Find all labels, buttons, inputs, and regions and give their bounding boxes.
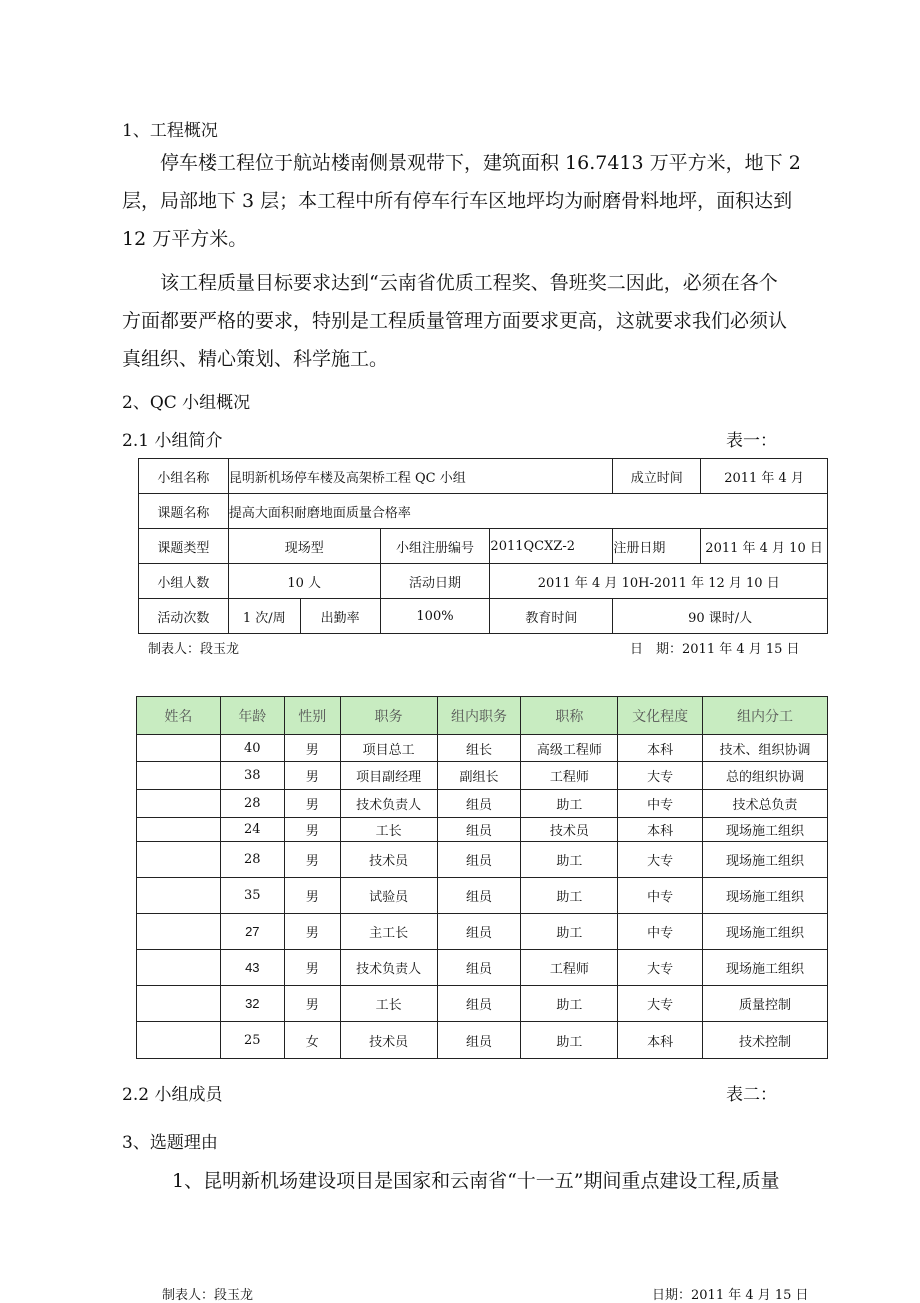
table-cell: 工程师 (521, 950, 618, 986)
table-row (137, 735, 828, 762)
table-cell: 大专 (618, 986, 703, 1022)
table-cell: 试验员 (340, 878, 437, 914)
table-cell: 现场施工组织 (703, 950, 828, 986)
table-cell: 技术员 (340, 842, 437, 878)
table-cell: 27 (220, 914, 284, 950)
label-cell: 教育时间 (490, 599, 613, 634)
value-cell: 昆明新机场停车楼及高架桥工程 QC 小组 (228, 459, 612, 494)
table-row (137, 842, 828, 878)
table-cell: 本科 (618, 735, 703, 762)
table-cell: 男 (284, 790, 340, 818)
table-cell (137, 790, 221, 818)
table-cell: 大专 (618, 842, 703, 878)
table-cell: 男 (284, 878, 340, 914)
value-cell: 100% (380, 599, 490, 634)
table-cell: 女 (284, 1022, 340, 1059)
group-intro-table (138, 458, 828, 634)
table-row (139, 599, 828, 634)
table-cell: 28 (220, 790, 284, 818)
column-header: 文化程度 (618, 697, 703, 735)
label-cell: 注册日期 (613, 529, 701, 564)
table-cell: 项目总工 (340, 735, 437, 762)
table-cell: 现场施工组织 (703, 914, 828, 950)
table-cell: 技术控制 (703, 1022, 828, 1059)
table-cell: 现场施工组织 (703, 842, 828, 878)
table-cell: 主工长 (340, 914, 437, 950)
label-cell: 活动次数 (139, 599, 229, 634)
table-cell: 组员 (437, 818, 521, 842)
paragraph-line: 方面都要严格的要求，特别是工程质量管理方面要求更高，这就要求我们必须认 (122, 310, 788, 332)
table-cell: 总的组织协调 (703, 762, 828, 790)
intro-table-date: 日 期：2011 年 4 月 15 日 (630, 642, 800, 657)
value-cell: 1 次/周 (228, 599, 300, 634)
table-1-number: 表一： (726, 431, 777, 451)
table-cell: 男 (284, 762, 340, 790)
paragraph-line: 真组织、精心策划、科学施工。 (122, 348, 389, 370)
table-row (137, 790, 828, 818)
table-cell: 本科 (618, 818, 703, 842)
table-cell: 35 (220, 878, 284, 914)
table-cell: 组员 (437, 986, 521, 1022)
table-row (137, 1022, 828, 1059)
label-cell: 小组注册编号 (380, 529, 490, 564)
table-cell: 中专 (618, 878, 703, 914)
table-cell: 大专 (618, 762, 703, 790)
table-cell: 现场施工组织 (703, 818, 828, 842)
section-2-heading: 2、QC 小组概况 (122, 393, 251, 413)
value-cell: 2011QCXZ-2 (490, 529, 613, 564)
table-cell (137, 950, 221, 986)
section-2-1-heading: 2.1 小组简介 (122, 431, 223, 451)
table-cell: 工长 (340, 986, 437, 1022)
section-1-paragraph-2 (122, 264, 834, 378)
table-cell: 男 (284, 842, 340, 878)
column-header: 职称 (521, 697, 618, 735)
table-cell: 助工 (521, 790, 618, 818)
table-row (137, 914, 828, 950)
table-row (137, 762, 828, 790)
paragraph-line: 停车楼工程位于航站楼南侧景观带下，建筑面积 16.7413 万平方米，地下 2 (160, 152, 801, 174)
table-cell: 中专 (618, 914, 703, 950)
label-cell: 出勤率 (300, 599, 380, 634)
table-cell: 助工 (521, 842, 618, 878)
table-cell: 现场施工组织 (703, 878, 828, 914)
section-3-paragraph-1: 1、昆明新机场建设项目是国家和云南省“十一五”期间重点建设工程,质量 (172, 1170, 780, 1192)
label-cell: 小组人数 (139, 564, 229, 599)
section-1-paragraph-1 (122, 144, 834, 258)
label-cell: 课题类型 (139, 529, 229, 564)
member-table (136, 696, 828, 1059)
table-cell (137, 1022, 221, 1059)
footer-date: 日期：2011 年 4 月 15 日 (652, 1288, 809, 1303)
table-cell: 组员 (437, 790, 521, 818)
table-cell (137, 842, 221, 878)
member-table-body (137, 735, 828, 1059)
section-2-2-heading: 2.2 小组成员 (122, 1085, 223, 1105)
table-cell: 助工 (521, 914, 618, 950)
label-cell: 小组名称 (139, 459, 229, 494)
table-cell: 40 (220, 735, 284, 762)
table-cell: 助工 (521, 878, 618, 914)
table-cell: 工程师 (521, 762, 618, 790)
table-cell: 组长 (437, 735, 521, 762)
value-cell: 2011 年 4 月 10 日 (701, 529, 828, 564)
table-cell: 中专 (618, 790, 703, 818)
table-cell (137, 735, 221, 762)
column-header: 姓名 (137, 697, 221, 735)
table-header-row (137, 697, 828, 735)
table-cell: 32 (220, 986, 284, 1022)
table-cell: 24 (220, 818, 284, 842)
table-cell: 技术、组织协调 (703, 735, 828, 762)
table-cell: 技术员 (521, 818, 618, 842)
table-cell: 男 (284, 735, 340, 762)
table-cell: 本科 (618, 1022, 703, 1059)
value-cell: 10 人 (228, 564, 380, 599)
footer-maker: 制表人：段玉龙 (162, 1288, 254, 1303)
table-cell: 项目副经理 (340, 762, 437, 790)
table-cell: 质量控制 (703, 986, 828, 1022)
table-row (137, 950, 828, 986)
table-cell: 43 (220, 950, 284, 986)
paragraph-line: 层，局部地下 3 层；本工程中所有停车行车区地坪均为耐磨骨料地坪，面积达到 (122, 190, 793, 212)
table-cell: 男 (284, 914, 340, 950)
table-cell: 组员 (437, 914, 521, 950)
intro-table-maker: 制表人：段玉龙 (148, 642, 240, 657)
section-3-heading: 3、选题理由 (122, 1133, 218, 1153)
table-cell: 技术负责人 (340, 790, 437, 818)
column-header: 年龄 (220, 697, 284, 735)
table-cell: 大专 (618, 950, 703, 986)
label-cell: 课题名称 (139, 494, 229, 529)
table-2-number: 表二： (726, 1085, 777, 1105)
table-row (137, 878, 828, 914)
column-header: 性别 (284, 697, 340, 735)
table-cell: 助工 (521, 986, 618, 1022)
section-1-heading: 1、工程概况 (122, 121, 218, 141)
table-row (139, 529, 828, 564)
value-cell: 90 课时/人 (613, 599, 828, 634)
table-cell: 男 (284, 986, 340, 1022)
paragraph-line: 该工程质量目标要求达到“云南省优质工程奖、鲁班奖二因此，必须在各个 (160, 272, 778, 294)
table-cell: 组员 (437, 950, 521, 986)
table-cell: 技术负责人 (340, 950, 437, 986)
table-cell: 25 (220, 1022, 284, 1059)
table-cell: 技术总负责 (703, 790, 828, 818)
table-cell: 组员 (437, 1022, 521, 1059)
table-cell: 高级工程师 (521, 735, 618, 762)
table-row (139, 459, 828, 494)
label-cell: 成立时间 (613, 459, 701, 494)
table-cell (137, 878, 221, 914)
table-row (137, 818, 828, 842)
table-cell: 工长 (340, 818, 437, 842)
column-header: 职务 (340, 697, 437, 735)
table-cell: 技术员 (340, 1022, 437, 1059)
column-header: 组内分工 (703, 697, 828, 735)
table-cell (137, 818, 221, 842)
table-row (137, 986, 828, 1022)
table-cell (137, 762, 221, 790)
label-cell: 活动日期 (380, 564, 490, 599)
table-cell: 组员 (437, 878, 521, 914)
table-cell: 38 (220, 762, 284, 790)
table-cell: 助工 (521, 1022, 618, 1059)
table-cell: 副组长 (437, 762, 521, 790)
table-row (139, 494, 828, 529)
table-cell (137, 914, 221, 950)
table-cell: 男 (284, 950, 340, 986)
table-cell (137, 986, 221, 1022)
value-cell: 提高大面积耐磨地面质量合格率 (228, 494, 827, 529)
paragraph-line: 12 万平方米。 (122, 228, 248, 250)
column-header: 组内职务 (437, 697, 521, 735)
table-row (139, 564, 828, 599)
value-cell: 2011 年 4 月 (701, 459, 828, 494)
value-cell: 2011 年 4 月 10H-2011 年 12 月 10 日 (490, 564, 828, 599)
table-cell: 28 (220, 842, 284, 878)
table-cell: 男 (284, 818, 340, 842)
value-cell: 现场型 (228, 529, 380, 564)
table-cell: 组员 (437, 842, 521, 878)
